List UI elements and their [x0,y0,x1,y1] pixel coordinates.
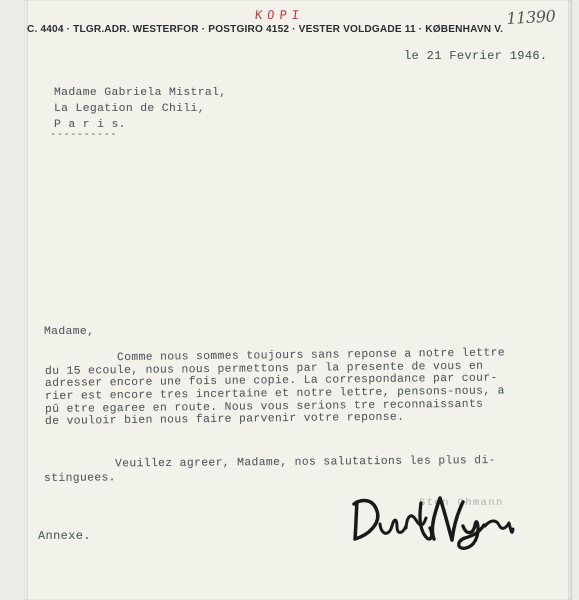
address-separator: ---------- [50,129,118,141]
paper-speck [419,247,421,248]
body-line: du 15 ecoule, nous nous permettons par la presente de vous en [44,360,484,378]
body-line: rier est encore tres incertaine et notre lettre, pensons-nous, a [44,385,505,404]
salutation: Madame, [44,326,95,338]
recipient-organization: La Legation de Chili, [54,103,205,115]
typed-signature-name: Sten Ohmann [419,497,504,509]
letterhead-address: C. 4404 · TLGR.ADR. WESTERFOR · POSTGIRO 4152 · VESTER VOLDGADE 11 · KØBENHAVN V. [27,24,504,35]
recipient-name: Madame Gabriela Mistral, [54,87,227,99]
closing-line: stinguees. [43,472,116,485]
closing-line: Veuillez agreer, Madame, nos salutations les plus di- [114,455,496,471]
page-edge-shadow [26,0,28,600]
recipient-block [54,86,226,134]
annex-label: Annexe. [38,529,91,543]
body-line: de vouloir bien nous faire parvenir votre reponse. [44,412,405,429]
signature-mark [346,486,516,552]
closing-paragraph [43,455,514,486]
recipient-city: P a r i s. [54,119,126,131]
body-paragraph [44,347,520,429]
body-line: adresser encore une fois une copie. La correspondance par cour- [44,372,498,391]
reference-number: 11390 [506,6,556,28]
letter-date: le 21 Fevrier 1946. [404,49,548,63]
paper-speck [55,179,57,181]
body-line: pû etre egaree en route. Nous vous serions tre reconnaissants [44,398,484,416]
body-line: Comme nous sommes toujours sans reponse a notre lettre [116,347,506,365]
copy-mark: KOPI [254,8,305,22]
handwritten-signature [346,486,516,552]
